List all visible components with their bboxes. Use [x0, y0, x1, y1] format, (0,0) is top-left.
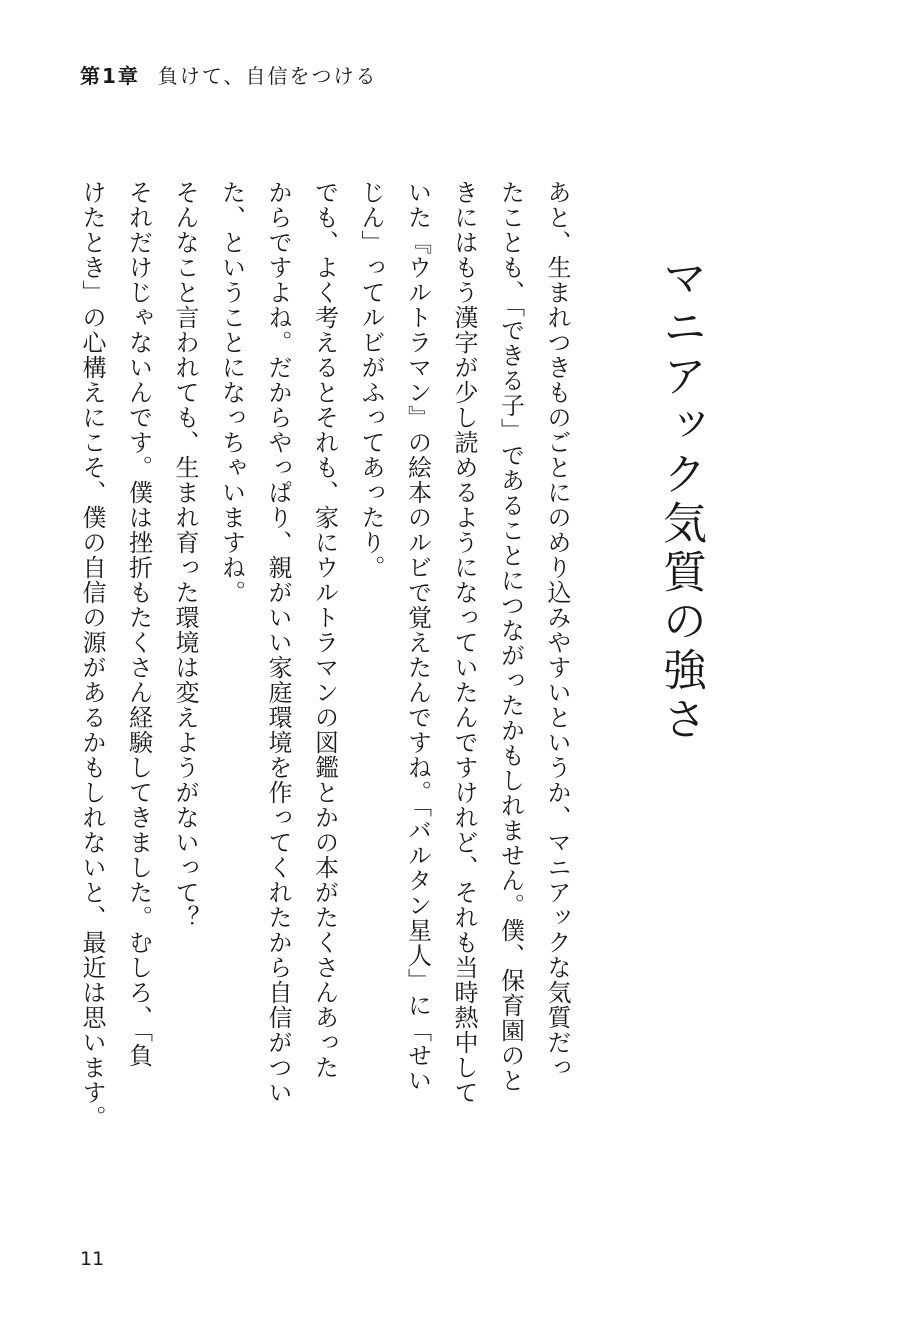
body-line: でも、よく考えるとそれも、家にウルトラマンの図鑑とかの本がたくさんあった	[310, 180, 339, 1080]
body-line: じん」ってルビがふってあったり。	[357, 180, 385, 580]
body-line: からですよね。だからやっぱり、親がいい家庭環境を作ってくれたから自信がつい	[264, 180, 292, 1105]
body-line: きにはもう漢字が少し読めるようになっていたんですけれど、それも当時熱中して	[450, 180, 478, 1105]
body-text	[78, 180, 580, 1130]
chapter-title: 負けて、自信をつける	[157, 64, 378, 88]
page-number: 11	[80, 1248, 105, 1270]
body-line: けたとき」の心構えにこそ、僕の自信の源があるかもしれないと、最近は思います。	[78, 180, 106, 1130]
body-line: たことも、「できる子」であることにつながったかもしれません。僕、保育園のと	[496, 180, 525, 1093]
body-line: あと、生まれつきものごとにのめり込みやすいというか、マニアックな気質だっ	[543, 180, 571, 1080]
body-line: た、ということになっちゃいますね。	[217, 180, 246, 605]
body-line: そんなこと言われても、生まれ育った環境は変えようがないって？	[171, 180, 199, 930]
chapter-label: 第1章	[80, 64, 140, 88]
section-title: マニアック気質の強さ	[655, 255, 706, 745]
body-line: いた『ウルトラマン』の絵本のルビで覚えたんですね。「バルタン星人」に「せい	[403, 180, 432, 1093]
running-head	[80, 60, 378, 89]
body-line: それだけじゃないんです。僕は挫折もたくさん経験してきました。むしろ、「負	[124, 180, 153, 1068]
